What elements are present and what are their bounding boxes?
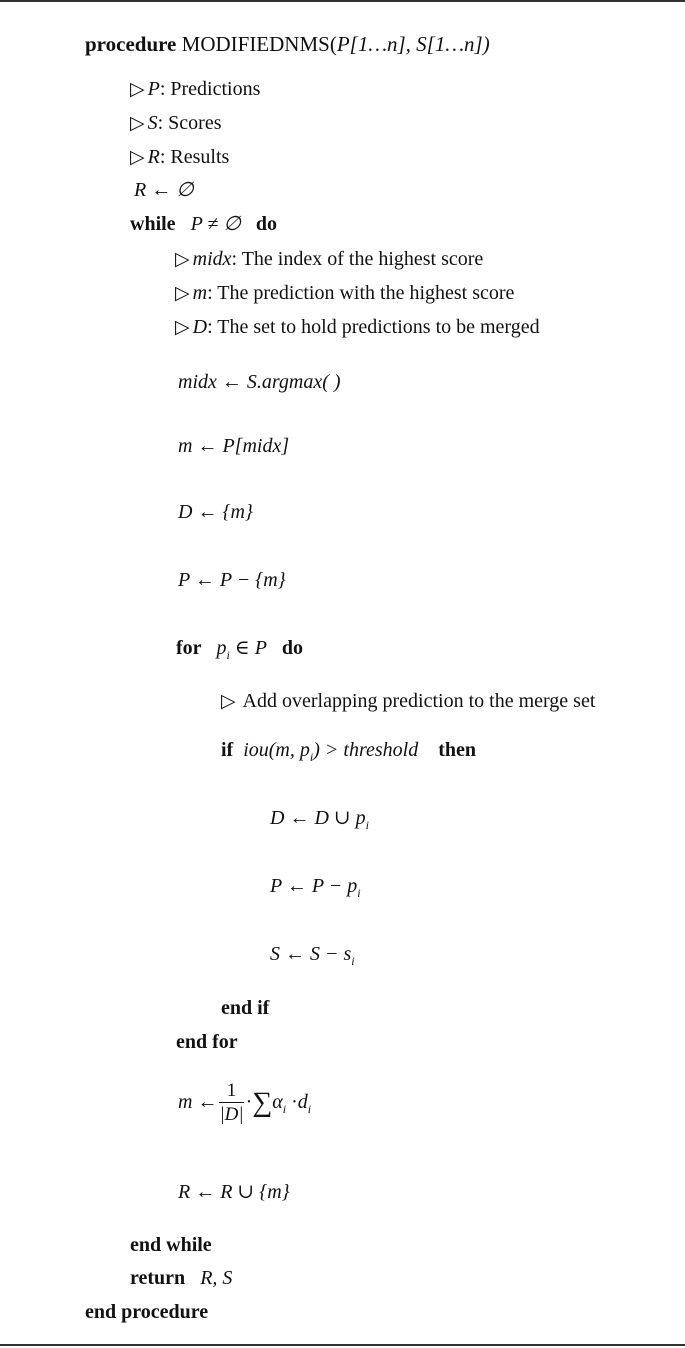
- comment-var: S: [147, 112, 158, 134]
- comment-triangle-icon: ▷: [175, 317, 190, 338]
- comment-text: : The index of the highest score: [231, 248, 484, 270]
- stmt-text: midx ← S.argmax( ): [178, 371, 341, 393]
- for-cond: ∈ P: [229, 637, 267, 659]
- while-cond: P ≠ ∅: [190, 213, 241, 235]
- comment-var: midx: [192, 248, 232, 270]
- for-var: p: [216, 637, 227, 659]
- comment-d: [175, 315, 540, 340]
- comment-p: [130, 77, 260, 102]
- procedure-name: MODIFIEDNMS(: [181, 32, 337, 56]
- comment-text: Add overlapping prediction to the merge set: [242, 690, 596, 712]
- keyword-do: do: [281, 637, 304, 659]
- procedure-args: P[1…n], S[1…n]): [336, 32, 490, 56]
- keyword-end-if: end if: [221, 997, 270, 1019]
- subscript: i: [365, 818, 369, 832]
- subscript: i: [282, 1102, 287, 1117]
- comment-text: : The prediction with the highest score: [207, 282, 515, 304]
- fraction: [219, 1080, 243, 1127]
- comment-triangle-icon: ▷: [130, 79, 145, 100]
- stmt-p-minus: [270, 874, 361, 905]
- keyword-then: then: [438, 739, 477, 761]
- merge-stmt: [178, 1080, 311, 1127]
- if-line: [221, 738, 476, 769]
- subscript: i: [226, 648, 230, 662]
- stmt-text: R ← ∅: [134, 179, 194, 201]
- if-cond: iou(m, p: [243, 739, 310, 761]
- comment-s: [130, 111, 222, 136]
- stmt-d: [178, 500, 253, 524]
- keyword-do: do: [255, 213, 277, 235]
- keyword-return: return: [130, 1267, 186, 1289]
- stmt-text: P ← P − {m}: [178, 569, 286, 591]
- while-line: [130, 212, 277, 236]
- comment-midx: [175, 247, 483, 272]
- comment-text: : Scores: [157, 112, 222, 134]
- end-if: [221, 996, 269, 1020]
- alpha-symbol: α: [272, 1091, 283, 1114]
- fraction-numerator: 1: [219, 1080, 243, 1103]
- comment-triangle-icon: ▷: [175, 283, 190, 304]
- if-cond: ) > threshold: [313, 739, 419, 761]
- comment-var: m: [192, 282, 208, 304]
- keyword-procedure: procedure: [85, 32, 177, 56]
- keyword-end-procedure: end procedure: [85, 1301, 209, 1323]
- stmt-text: m ← P[midx]: [178, 435, 290, 457]
- end-while: [130, 1233, 212, 1257]
- update-stmt: [178, 1180, 290, 1204]
- keyword-end-while: end while: [130, 1234, 212, 1256]
- bottom-rule: [0, 1344, 685, 1346]
- comment-var: P: [147, 78, 160, 100]
- return-values: R, S: [200, 1267, 233, 1289]
- stmt-text: m ←: [178, 1091, 218, 1114]
- comment-merge: [221, 689, 595, 714]
- keyword-for: for: [176, 637, 202, 659]
- subscript: i: [307, 1102, 312, 1117]
- d-symbol: d: [297, 1091, 308, 1114]
- init-stmt: [134, 178, 194, 202]
- keyword-end-for: end for: [176, 1031, 238, 1053]
- comment-var: D: [192, 316, 208, 338]
- comment-triangle-icon: ▷: [221, 691, 236, 712]
- stmt-text: S ← S − s: [270, 943, 352, 965]
- comment-var: R: [147, 146, 160, 168]
- sum-operator: ∑: [252, 1087, 273, 1119]
- stmt-m: [178, 434, 289, 458]
- keyword-if: if: [221, 739, 234, 761]
- stmt-text: P ← P − p: [270, 875, 358, 897]
- comment-text: : The set to hold predictions to be merged: [207, 316, 540, 338]
- stmt-d-union: [270, 806, 369, 837]
- keyword-while: while: [130, 213, 176, 235]
- comment-text: : Results: [159, 146, 230, 168]
- stmt-text: R ← R ∪ {m}: [178, 1181, 290, 1203]
- return-line: [130, 1266, 232, 1290]
- stmt-midx: [178, 370, 341, 394]
- stmt-text: D ← D ∪ p: [270, 807, 366, 829]
- stmt-p: [178, 568, 286, 592]
- for-line: [176, 636, 303, 667]
- stmt-s-minus: [270, 942, 355, 973]
- dot-operator: ·: [291, 1091, 298, 1114]
- subscript: i: [357, 886, 361, 900]
- comment-triangle-icon: ▷: [175, 249, 190, 270]
- subscript: i: [309, 750, 314, 764]
- procedure-header: [85, 32, 490, 56]
- comment-triangle-icon: ▷: [130, 113, 145, 134]
- comment-r: [130, 145, 229, 170]
- top-rule: [0, 0, 685, 2]
- end-procedure: [85, 1300, 208, 1324]
- fraction-denominator: |D|: [219, 1104, 244, 1125]
- dot-operator: ·: [245, 1091, 253, 1114]
- subscript: i: [351, 954, 355, 968]
- comment-m: [175, 281, 514, 306]
- comment-triangle-icon: ▷: [130, 147, 145, 168]
- comment-text: : Predictions: [159, 78, 261, 100]
- end-for: [176, 1030, 238, 1054]
- stmt-text: D ← {m}: [178, 501, 253, 523]
